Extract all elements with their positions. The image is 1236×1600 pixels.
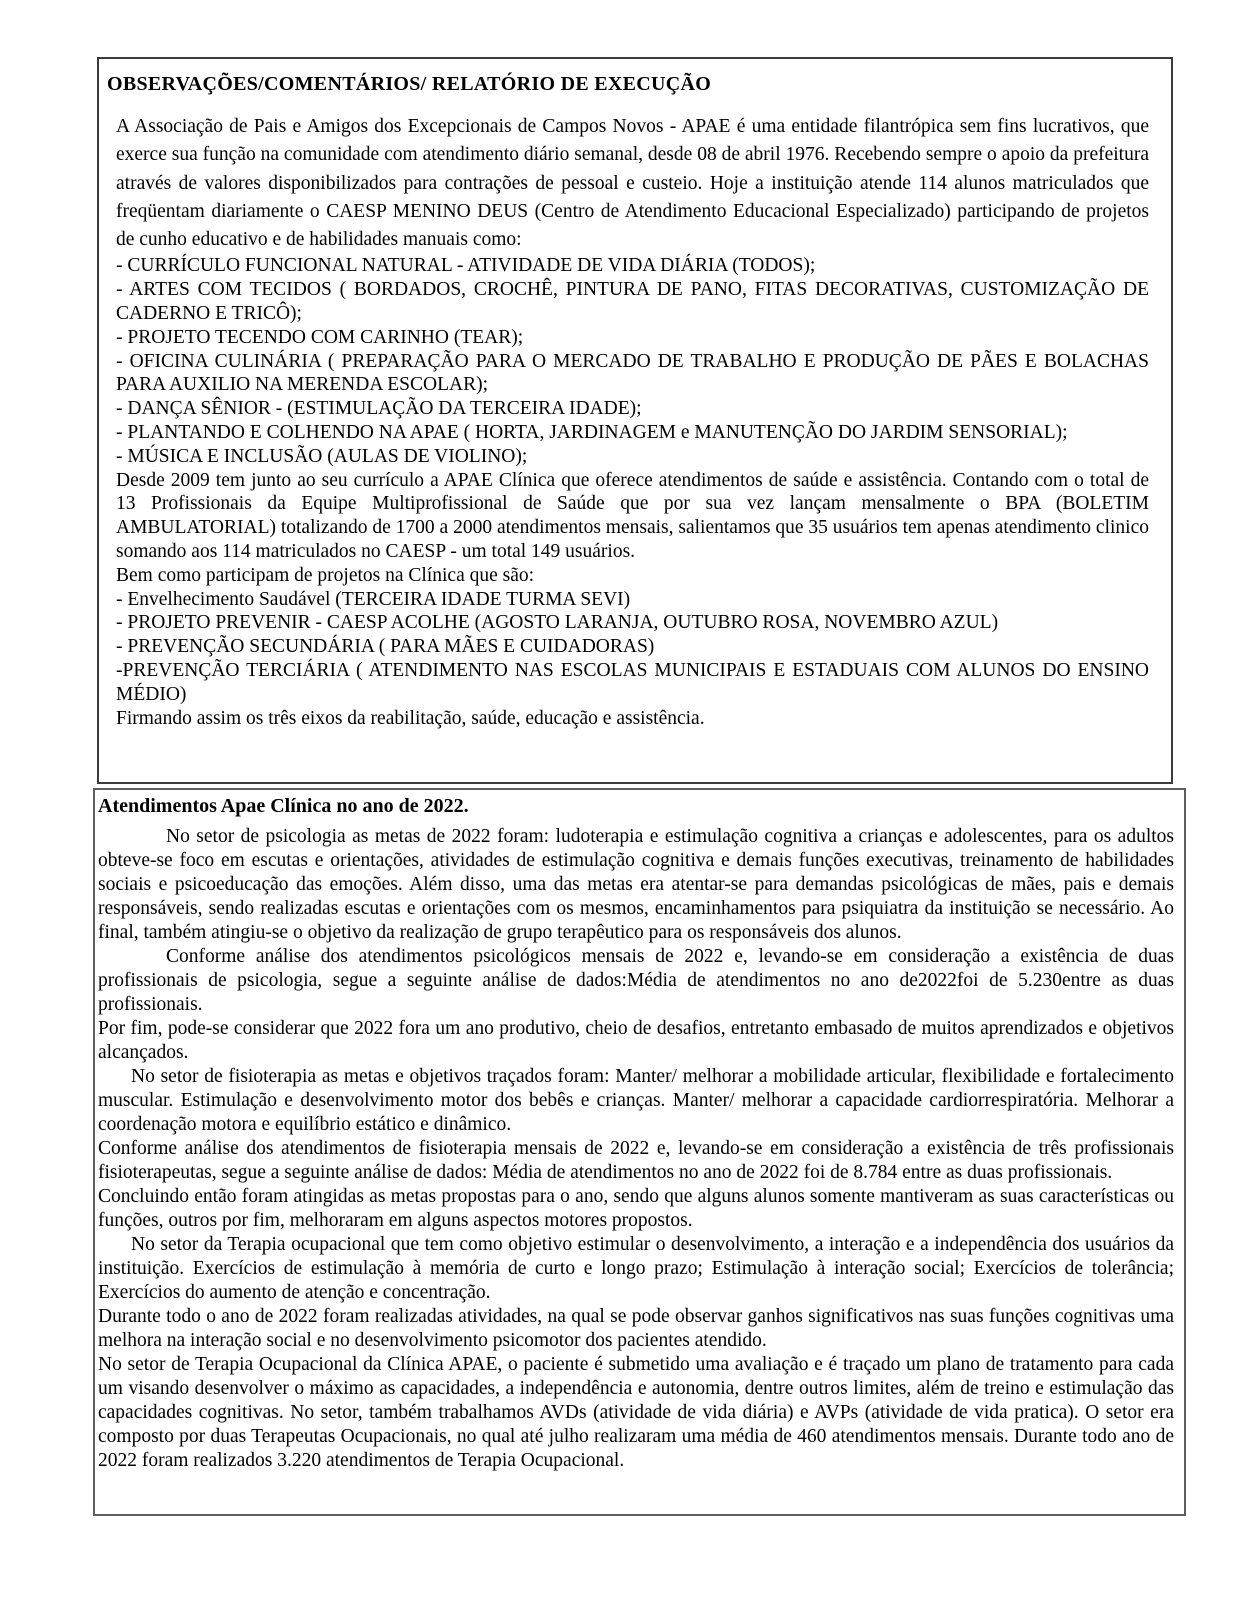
- section-title-observacoes: OBSERVAÇÕES/COMENTÁRIOS/ RELATÓRIO DE EXECUÇÃO: [107, 73, 712, 95]
- physiotherapy-analysis-paragraph: Conforme análise dos atendimentos de fisioterapia mensais de 2022 e, levando-se em consideração a existência de três profissionais fisioterapeutas, segue a seguinte análise de dados: Média de atendimentos no ano de 2022 foi de 8.784 entre as duas profissionais.: [98, 1138, 1174, 1183]
- caesp-project-item: - CURRÍCULO FUNCIONAL NATURAL - ATIVIDADE DE VIDA DIÁRIA (TODOS);: [116, 255, 816, 277]
- clinic-project-item: -PREVENÇÃO TERCIÁRIA ( ATENDIMENTO NAS ESCOLAS MUNICIPAIS E ESTADUAIS COM ALUNOS DO ENSINO MÉDIO): [116, 660, 1149, 705]
- clinic-history-paragraph: Desde 2009 tem junto ao seu currículo a APAE Clínica que oferece atendimentos de saúde e assistência. Contando com o total de 13 Profissionais da Equipe Multiprofissional de Saúde que por sua vez lançam mensalmente o BPA (BOLETIM AMBULATORIAL) totalizando de 1700 a 2000 atendimentos mensais, salientamos que 35 usuários tem apenas atendimento clinico somando aos 114 matriculados no CAESP - um total 149 usuários.: [116, 469, 1149, 563]
- clinic-project-item: - PROJETO PREVENIR - CAESP ACOLHE (AGOSTO LARANJA, OUTUBRO ROSA, NOVEMBRO AZUL): [116, 612, 999, 634]
- intro-paragraph: A Associação de Pais e Amigos dos Excepcionais de Campos Novos - APAE é uma entidade filantrópica sem fins lucrativos, que exerce sua função na comunidade com atendimento diário semanal, desde 08 de abril 1976. Recebendo sempre o apoio da prefeitura através de valores disponibilizados para contrações de pessoal e custeio. Hoje a instituição atende 114 alunos matriculados que freqüentam diariamente o CAESP MENINO DEUS (Centro de Atendimento Educacional Especializado) participando de projetos de cunho educativo e de habilidades manuais como:: [116, 116, 1149, 251]
- physiotherapy-closing-paragraph: Concluindo então foram atingidas as metas propostas para o ano, sendo que alguns alunos somente mantiveram as suas características ou funções, outros por fim, melhoraram em alguns aspectos motores propostos.: [98, 1186, 1174, 1231]
- clinic-project-item: - PREVENÇÃO SECUNDÁRIA ( PARA MÃES E CUIDADORAS): [116, 636, 655, 658]
- execution-report-body: [116, 113, 1149, 730]
- occupational-therapy-goals-paragraph: No setor da Terapia ocupacional que tem como objetivo estimular o desenvolvimento, a interação e a independência dos usuários da instituição. Exercícios de estimulação à memória de curto e longo prazo; Estimulação à interação social; Exercícios de tolerância; Exercícios do aumento de atenção e concentração.: [98, 1234, 1174, 1303]
- psychology-analysis-paragraph: Conforme análise dos atendimentos psicológicos mensais de 2022 e, levando-se em consideração a existência de duas profissionais de psicologia, segue a seguinte análise de dados:Média de atendimentos no ano de2022foi de 5.230entre as duas profissionais.: [98, 946, 1174, 1015]
- clinic-projects-intro: Bem como participam de projetos na Clínica que são:: [116, 564, 535, 586]
- physiotherapy-goals-paragraph: No setor de fisioterapia as metas e objetivos traçados foram: Manter/ melhorar a mobilidade articular, flexibilidade e fortalecimento muscular. Estimulação e desenvolvimento motor dos bebês e crianças. Manter/ melhorar a capacidade cardiorrespiratória. Melhorar a coordenação motora e equilíbrio estático e dinâmico.: [98, 1066, 1174, 1135]
- caesp-project-item: - MÚSICA E INCLUSÃO (AULAS DE VIOLINO);: [116, 445, 528, 467]
- caesp-project-item: - DANÇA SÊNIOR - (ESTIMULAÇÃO DA TERCEIRA IDADE);: [116, 398, 642, 420]
- psychology-closing-paragraph: Por fim, pode-se considerar que 2022 fora um ano produtivo, cheio de desafios, entretanto embasado de muitos aprendizados e objetivos alcançados.: [98, 1018, 1174, 1063]
- section-observacoes-relatorio: [97, 57, 1173, 784]
- caesp-project-item: - PLANTANDO E COLHENDO NA APAE ( HORTA, JARDINAGEM e MANUTENÇÃO DO JARDIM SENSORIAL);: [116, 422, 1068, 444]
- section-atendimentos-2022: [93, 788, 1186, 1516]
- closing-paragraph: Firmando assim os três eixos da reabilitação, saúde, educação e assistência.: [116, 707, 705, 729]
- occupational-therapy-summary-paragraph: No setor de Terapia Ocupacional da Clínica APAE, o paciente é submetido uma avaliação e é traçado um plano de tratamento para cada um visando desenvolver o máximo as capacidades, a independência e autonomia, dentre outros limites, além de treino e estimulação das capacidades cognitivas. No setor, também trabalhamos AVDs (atividade de vida diária) e AVPs (atividade de vida pratica). O setor era composto por duas Terapeutas Ocupacionais, no qual até julho realizaram uma média de 460 atendimentos mensais. Durante todo ano de 2022 foram realizados 3.220 atendimentos de Terapia Ocupacional.: [98, 1354, 1174, 1471]
- caesp-project-item: - OFICINA CULINÁRIA ( PREPARAÇÃO PARA O MERCADO DE TRABALHO E PRODUÇÃO DE PÃES E BOLACHAS PARA AUXILIO NA MERENDA ESCOLAR);: [116, 350, 1149, 396]
- occupational-therapy-results-paragraph: Durante todo o ano de 2022 foram realizadas atividades, na qual se pode observar ganhos significativos nas suas funções cognitivas uma melhora na interação social e no desenvolvimento psicomotor dos pacientes atendido.: [98, 1306, 1174, 1351]
- clinic-project-item: - Envelhecimento Saudável (TERCEIRA IDADE TURMA SEVI): [116, 588, 631, 610]
- clinic-2022-body: [98, 825, 1174, 1473]
- caesp-project-item: - ARTES COM TECIDOS ( BORDADOS, CROCHÊ, PINTURA DE PANO, FITAS DECORATIVAS, CUSTOMIZAÇÃO DE CADERNO E TRICÔ);: [116, 279, 1149, 325]
- section-title-atendimentos: Atendimentos Apae Clínica no ano de 2022.: [98, 795, 469, 817]
- caesp-project-item: - PROJETO TECENDO COM CARINHO (TEAR);: [116, 326, 524, 348]
- psychology-goals-paragraph: No setor de psicologia as metas de 2022 foram: ludoterapia e estimulação cognitiva a crianças e adolescentes, para os adultos obteve-se foco em escutas e orientações, atividades de estimulação cognitiva e demais funções executivas, treinamento de habilidades sociais e psicoeducação das emoções. Além disso, uma das metas era atentar-se para demandas psicológicas de mães, pais e demais responsáveis, sendo realizadas escutas e orientações com os mesmos, encaminhamentos para psiquiatra da instituição se necessário. Ao final, também atingiu-se o objetivo da realização de grupo terapêutico para os responsáveis dos alunos.: [98, 826, 1174, 943]
